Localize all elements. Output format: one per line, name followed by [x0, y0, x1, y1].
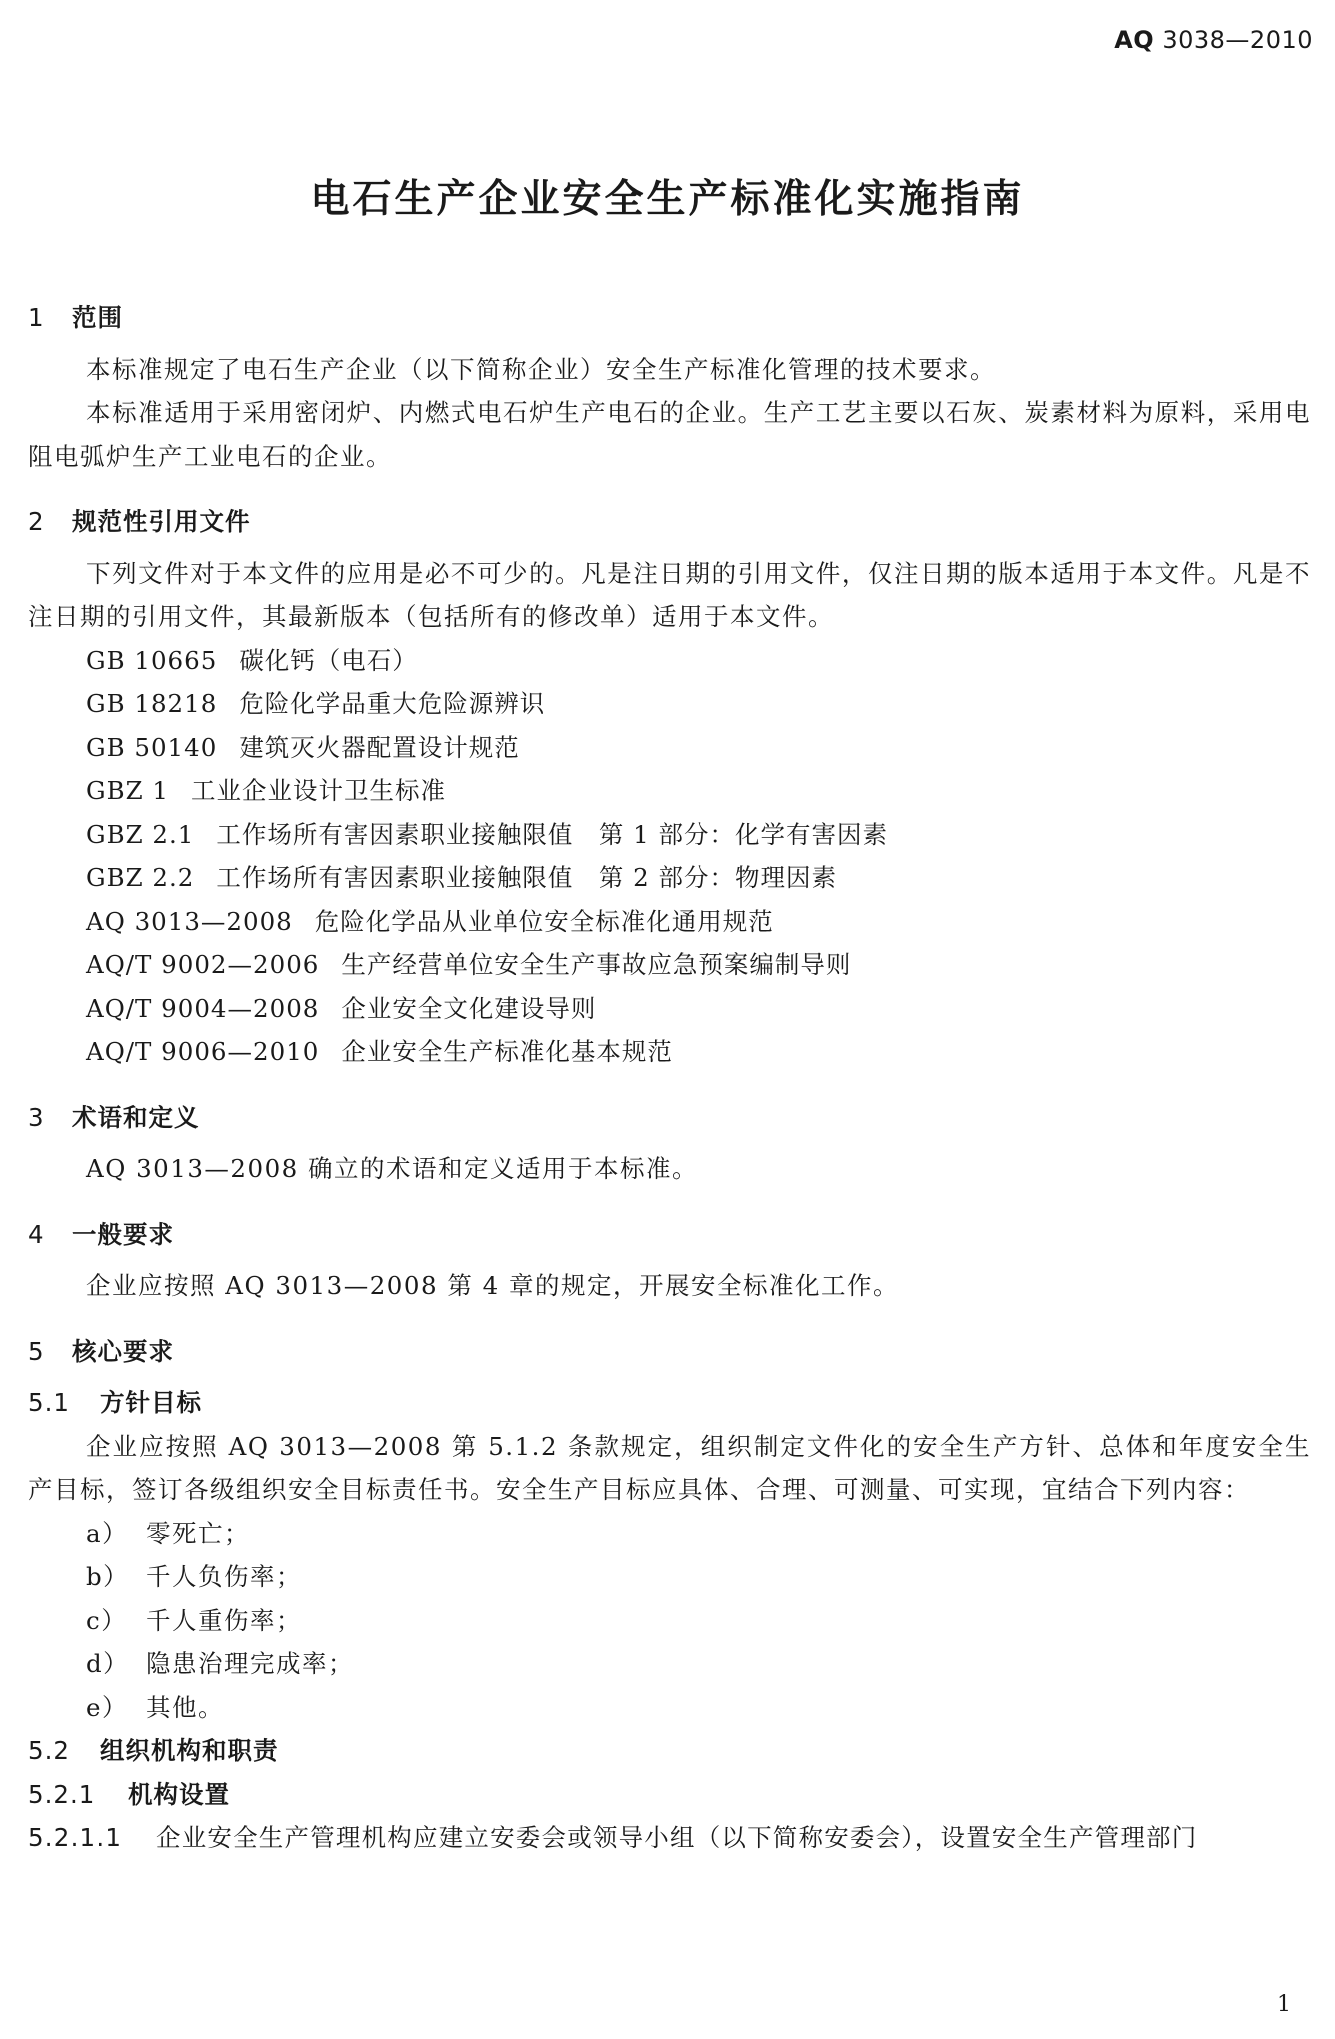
list-text: 千人负伤率； [146, 1562, 302, 1591]
subsection-5-1-heading [28, 1381, 1311, 1425]
section-number: 1 [28, 303, 45, 332]
goal-list [28, 1512, 1311, 1730]
reference-item [28, 813, 1311, 857]
section-title: 一般要求 [72, 1219, 174, 1249]
subsection-5-2-1-heading [28, 1773, 1311, 1817]
section-title: 核心要求 [72, 1336, 174, 1366]
list-item [28, 1599, 1311, 1643]
list-item [28, 1512, 1311, 1556]
list-text: 千人重伤率； [146, 1605, 302, 1635]
section-number: 2 [28, 507, 45, 536]
reference-item [28, 769, 1311, 813]
reference-name: 工业企业设计卫生标准 [190, 776, 446, 805]
subsection-title: 组织机构和职责 [100, 1736, 279, 1765]
section-2-heading [28, 500, 1311, 544]
reference-code: AQ/T 9002—2006 [86, 950, 320, 979]
reference-name: 碳化钙（电石） [239, 645, 418, 675]
paragraph: 企业应按照 AQ 3013—2008 第 4 章的规定，开展安全标准化工作。 [86, 1271, 900, 1300]
reference-list [28, 639, 1311, 1074]
subsection-number: 5.1 [28, 1388, 70, 1417]
list-marker: a） [86, 1518, 129, 1548]
reference-item [28, 943, 1311, 987]
paragraph: 本标准规定了电石生产企业（以下简称企业）安全生产标准化管理的技术要求。 [86, 354, 996, 384]
list-text: 零死亡； [146, 1518, 250, 1548]
reference-code: GB 50140 [86, 732, 218, 762]
reference-item [28, 726, 1311, 770]
page-number: 1 [1277, 1992, 1291, 2017]
list-marker: d） [86, 1649, 130, 1678]
document-title: 电石生产企业安全生产标准化实施指南 [310, 177, 1025, 222]
paragraph: 本标准适用于采用密闭炉、内燃式电石炉生产电石的企业。生产工艺主要以石灰、炭素材料为原料，采用电阻电弧炉生产工业电石的企业。 [28, 398, 1311, 471]
reference-code: GB 10665 [86, 645, 218, 675]
reference-name: 生产经营单位安全生产事故应急预案编制导则 [341, 950, 852, 979]
reference-item [28, 682, 1311, 726]
reference-name: 工作场所有害因素职业接触限值 第 1 部分：化学有害因素 [216, 819, 889, 849]
section-title: 范围 [72, 303, 123, 332]
reference-item [28, 987, 1311, 1031]
list-item [28, 1686, 1311, 1730]
reference-code: GBZ 1 [86, 776, 169, 805]
list-item [28, 1555, 1311, 1599]
clause-text: 企业安全生产管理机构应建立安委会或领导小组（以下简称安委会），设置安全生产管理部门 [156, 1823, 1198, 1852]
section-title: 术语和定义 [72, 1102, 200, 1132]
list-marker: b） [86, 1562, 130, 1591]
reference-name: 工作场所有害因素职业接触限值 第 2 部分：物理因素 [216, 863, 838, 892]
subsection-title: 机构设置 [128, 1779, 230, 1809]
reference-item [28, 639, 1311, 683]
reference-item [28, 856, 1311, 900]
list-item [28, 1642, 1311, 1686]
reference-item [28, 1030, 1311, 1074]
section-title: 规范性引用文件 [72, 507, 251, 536]
subsection-5-2-heading [28, 1729, 1311, 1773]
reference-code: AQ/T 9006—2010 [86, 1037, 320, 1066]
reference-code: AQ 3013—2008 [86, 906, 293, 936]
section-1-heading [28, 296, 1311, 340]
paragraph: 企业应按照 AQ 3013—2008 第 5.1.2 条款规定，组织制定文件化的安全生产方针、总体和年度安全生产目标，签订各级组织安全目标责任书。安全生产目标应具体、合理、可测量、可实现，宜结合下列内容： [28, 1431, 1311, 1504]
reference-code: AQ/T 9004—2008 [86, 993, 320, 1023]
clause-5-2-1-1 [28, 1816, 1311, 1860]
section-number: 5 [28, 1336, 45, 1366]
standard-prefix: AQ [1114, 26, 1155, 54]
reference-item [28, 900, 1311, 944]
section-number: 4 [28, 1219, 45, 1249]
section-3-heading [28, 1096, 1311, 1140]
section-5-heading [28, 1330, 1311, 1374]
document-body [28, 296, 1311, 1860]
reference-name: 危险化学品从业单位安全标准化通用规范 [314, 906, 774, 936]
subsection-title: 方针目标 [100, 1388, 202, 1417]
list-text: 隐患治理完成率； [146, 1649, 354, 1678]
clause-number: 5.2.1.1 [28, 1823, 123, 1852]
section-number: 3 [28, 1102, 45, 1132]
list-marker: e） [86, 1692, 128, 1722]
list-marker: c） [86, 1605, 128, 1635]
reference-name: 危险化学品重大危险源辨识 [239, 689, 546, 718]
subsection-number: 5.2.1 [28, 1779, 96, 1809]
reference-name: 建筑灭火器配置设计规范 [239, 732, 520, 762]
paragraph: 下列文件对于本文件的应用是必不可少的。凡是注日期的引用文件，仅注日期的版本适用于本文件。凡是不注日期的引用文件，其最新版本（包括所有的修改单）适用于本文件。 [28, 558, 1311, 631]
paragraph: AQ 3013—2008 确立的术语和定义适用于本标准。 [86, 1154, 699, 1183]
reference-code: GBZ 2.2 [86, 863, 195, 892]
list-text: 其他。 [146, 1692, 224, 1722]
reference-code: GB 18218 [86, 689, 218, 718]
subsection-number: 5.2 [28, 1736, 70, 1765]
reference-name: 企业安全生产标准化基本规范 [341, 1037, 673, 1066]
reference-code: GBZ 2.1 [86, 819, 195, 849]
reference-name: 企业安全文化建设导则 [341, 993, 597, 1023]
standard-code [1114, 26, 1313, 54]
standard-number: 3038—2010 [1162, 26, 1313, 54]
section-4-heading [28, 1213, 1311, 1257]
